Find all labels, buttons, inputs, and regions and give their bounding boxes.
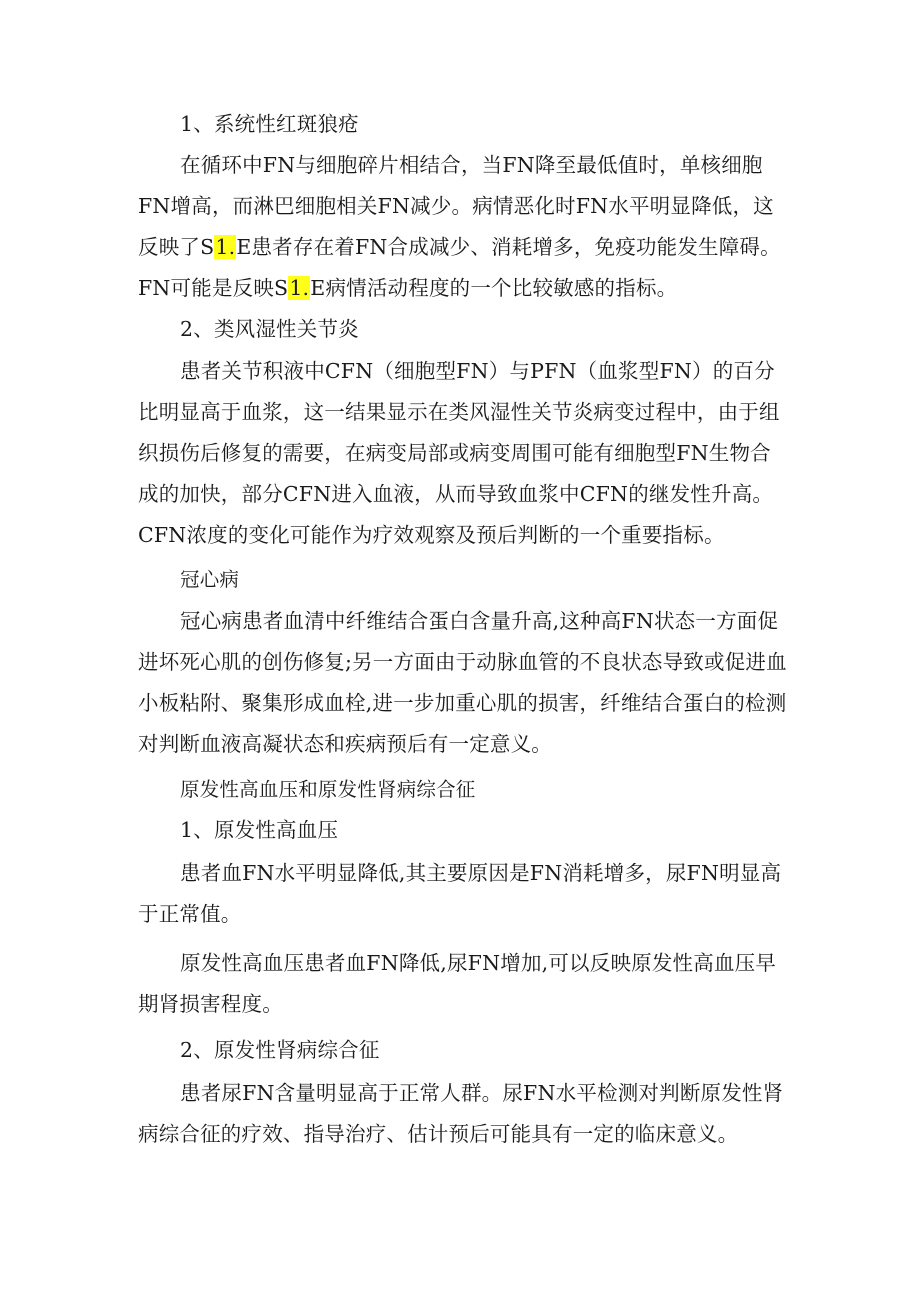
- sle-text-1: 在循环中FN与细胞碎片相结合，当FN降至最低值时，单核细胞FN增高，而淋巴细胞相关FN减少。病情恶化时FN水平明显降低，这反映了S: [138, 153, 774, 259]
- chd-paragraph: 冠心病患者血清中纤维结合蛋白含量升高,这种高FN状态一方面促进坏死心肌的创伤修复;另一方面由于动脉血管的不良状态导致或促进血小板粘附、聚集形成血栓,进一步加重心肌的损害，纤维结合蛋白的检测对判断血液高凝状态和疾病预后有一定意义。: [138, 609, 787, 756]
- highlight-mark-2: 1.: [289, 276, 310, 300]
- htn-nephro-heading: 原发性高血压和原发性肾病综合征: [180, 778, 476, 801]
- htn-heading: 1、原发性高血压: [180, 818, 339, 842]
- nephro-paragraph: 患者尿FN含量明显高于正常人群。尿FN水平检测对判断原发性肾病综合征的疗效、指导治疗、估计预后可能具有一定的临床意义。: [138, 1081, 784, 1146]
- nephro-heading: 2、原发性肾病综合征: [180, 1038, 380, 1062]
- highlight-mark-1: 1.: [215, 235, 236, 259]
- chd-heading: 冠心病: [180, 568, 240, 591]
- ra-heading: 2、类风湿性关节炎: [180, 317, 359, 341]
- sle-heading: 1、系统性红斑狼疮: [180, 112, 359, 136]
- ra-paragraph: 患者关节积液中CFN（细胞型FN）与PFN（血浆型FN）的百分比明显高于血浆，这一结果显示在类风湿性关节炎病变过程中，由于组织损伤后修复的需要，在病变局部或病变周围可能有细胞型FN生物合成的加快，部分CFN进入血液，从而导致血浆中CFN的继发性升高。CFN浓度的变化可能作为疗效观察及预后判断的一个重要指标。: [138, 359, 780, 547]
- htn-paragraph-2: 原发性高血压患者血FN降低,尿FN增加,可以反映原发性高血压早期肾损害程度。: [138, 951, 777, 1016]
- sle-paragraph: [138, 145, 788, 309]
- htn-paragraph-1: 患者血FN水平明显降低,其主要原因是FN消耗增多，尿FN明显高于正常值。: [138, 861, 782, 926]
- sle-text-3: E病情活动程度的一个比较敏感的指标。: [310, 276, 678, 300]
- sle-text-2: E患者存在着FN合成减少、消耗增多，免疫功能发生障碍。FN可能是反映S: [138, 235, 781, 300]
